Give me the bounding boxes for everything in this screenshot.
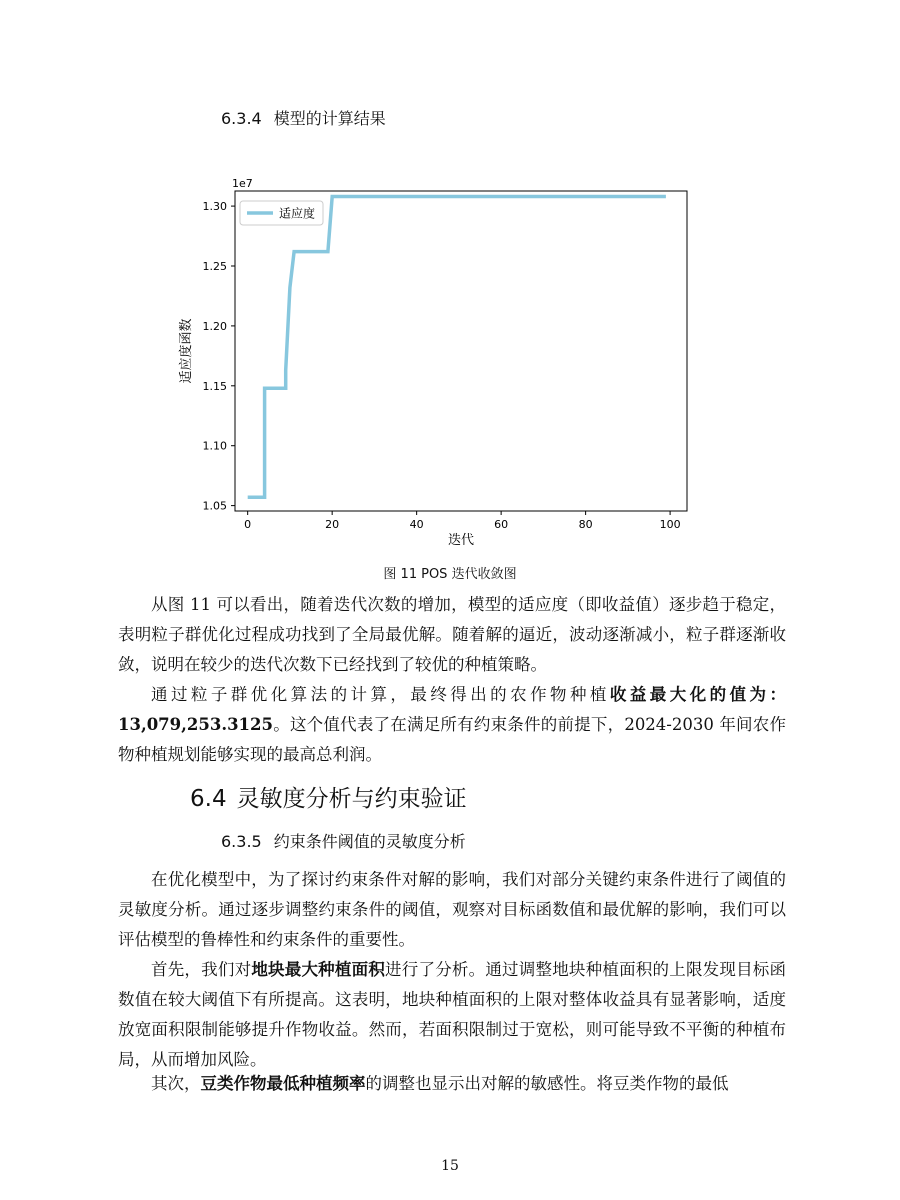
section-heading-6-4 bbox=[190, 780, 467, 813]
paragraph-area-constraint bbox=[118, 955, 786, 1075]
x-tick-label: 80 bbox=[578, 518, 593, 531]
page-number: 15 bbox=[441, 1158, 459, 1174]
legend-label: 适应度 bbox=[279, 206, 316, 221]
section-number: 6.3.4 bbox=[221, 109, 262, 128]
y-tick-label: 1.15 bbox=[202, 379, 227, 393]
paragraph-text: 的调整也显示出对解的敏感性。将豆类作物的最低 bbox=[365, 1074, 729, 1093]
figure-caption bbox=[0, 563, 900, 582]
y-axis-label: 适应度函数 bbox=[179, 318, 194, 384]
y-tick-label: 1.30 bbox=[202, 200, 227, 214]
bold-text: 豆类作物最低种植频率 bbox=[200, 1074, 366, 1093]
section-number: 6.3.5 bbox=[221, 832, 262, 851]
optimal-value: 13,079,253.3125 bbox=[118, 715, 274, 734]
paragraph-legume-constraint bbox=[118, 1069, 786, 1099]
x-tick-label: 60 bbox=[494, 518, 509, 531]
y-tick-label: 1.20 bbox=[202, 319, 227, 333]
section-heading-6-3-4 bbox=[221, 106, 386, 129]
bold-text: 地块最大种植面积 bbox=[251, 960, 386, 979]
paragraph-text: 通过粒子群优化算法的计算，最终得出的农作物种植 bbox=[151, 685, 610, 704]
x-tick-label: 20 bbox=[325, 518, 340, 531]
figure-caption-text: POS 迭代收敛图 bbox=[421, 567, 517, 582]
y-tick-label: 1.25 bbox=[202, 259, 227, 273]
section-heading-6-3-5 bbox=[221, 829, 466, 852]
paragraph-text: 。这个值代表了在满足所有约束条件的前提下，2024-2030 年间农作物种植规划能够实现的最高总利润。 bbox=[118, 715, 786, 764]
fitness-convergence-chart bbox=[170, 172, 700, 557]
paragraph-text: 其次， bbox=[151, 1074, 201, 1093]
paragraph-sensitivity-intro: 在优化模型中，为了探讨约束条件对解的影响，我们对部分关键约束条件进行了阈值的灵敏度分析。通过逐步调整约束条件的阈值，观察对目标函数值和最优解的影响，我们可以评估模型的鲁棒性和约束条件的重要性。 bbox=[118, 870, 786, 949]
section-number: 6.4 bbox=[190, 786, 227, 812]
section-title: 模型的计算结果 bbox=[273, 109, 386, 128]
bold-text: 收益最大化的值为： bbox=[609, 685, 787, 704]
plot-frame bbox=[235, 191, 687, 511]
paragraph-convergence-analysis: 从图 11 可以看出，随着迭代次数的增加，模型的适应度（即收益值）逐步趋于稳定，表明粒子群优化过程成功找到了全局最优解。随着解的逼近，波动逐渐减小，粒子群逐渐收敛，说明在较少的迭代次数下已经找到了较优的种植策略。 bbox=[118, 595, 786, 674]
x-tick-label: 40 bbox=[409, 518, 424, 531]
figure-caption-label: 图 11 bbox=[383, 567, 418, 582]
paragraph-text: 进行了分析。通过调整地块种植面积的上限发现目标函数值在较大阈值下有所提高。这表明，地块种植面积的上限对整体收益具有显著影响，适度放宽面积限制能够提升作物收益。然而，若面积限制过于宽松，则可能导致不平衡的种植布局，从而增加风险。 bbox=[118, 960, 787, 1069]
legend bbox=[240, 201, 323, 225]
paragraph-optimal-value bbox=[118, 680, 786, 770]
scale-label: 1e7 bbox=[232, 177, 253, 190]
y-tick-label: 1.10 bbox=[202, 439, 227, 453]
x-tick-label: 100 bbox=[659, 518, 681, 531]
paragraph-text: 首先，我们对 bbox=[151, 960, 252, 979]
y-tick-label: 1.05 bbox=[202, 499, 227, 513]
x-tick-label: 0 bbox=[244, 518, 252, 531]
x-axis-label: 迭代 bbox=[447, 533, 475, 548]
section-title: 约束条件阈值的灵敏度分析 bbox=[273, 832, 466, 851]
section-title: 灵敏度分析与约束验证 bbox=[236, 786, 467, 812]
